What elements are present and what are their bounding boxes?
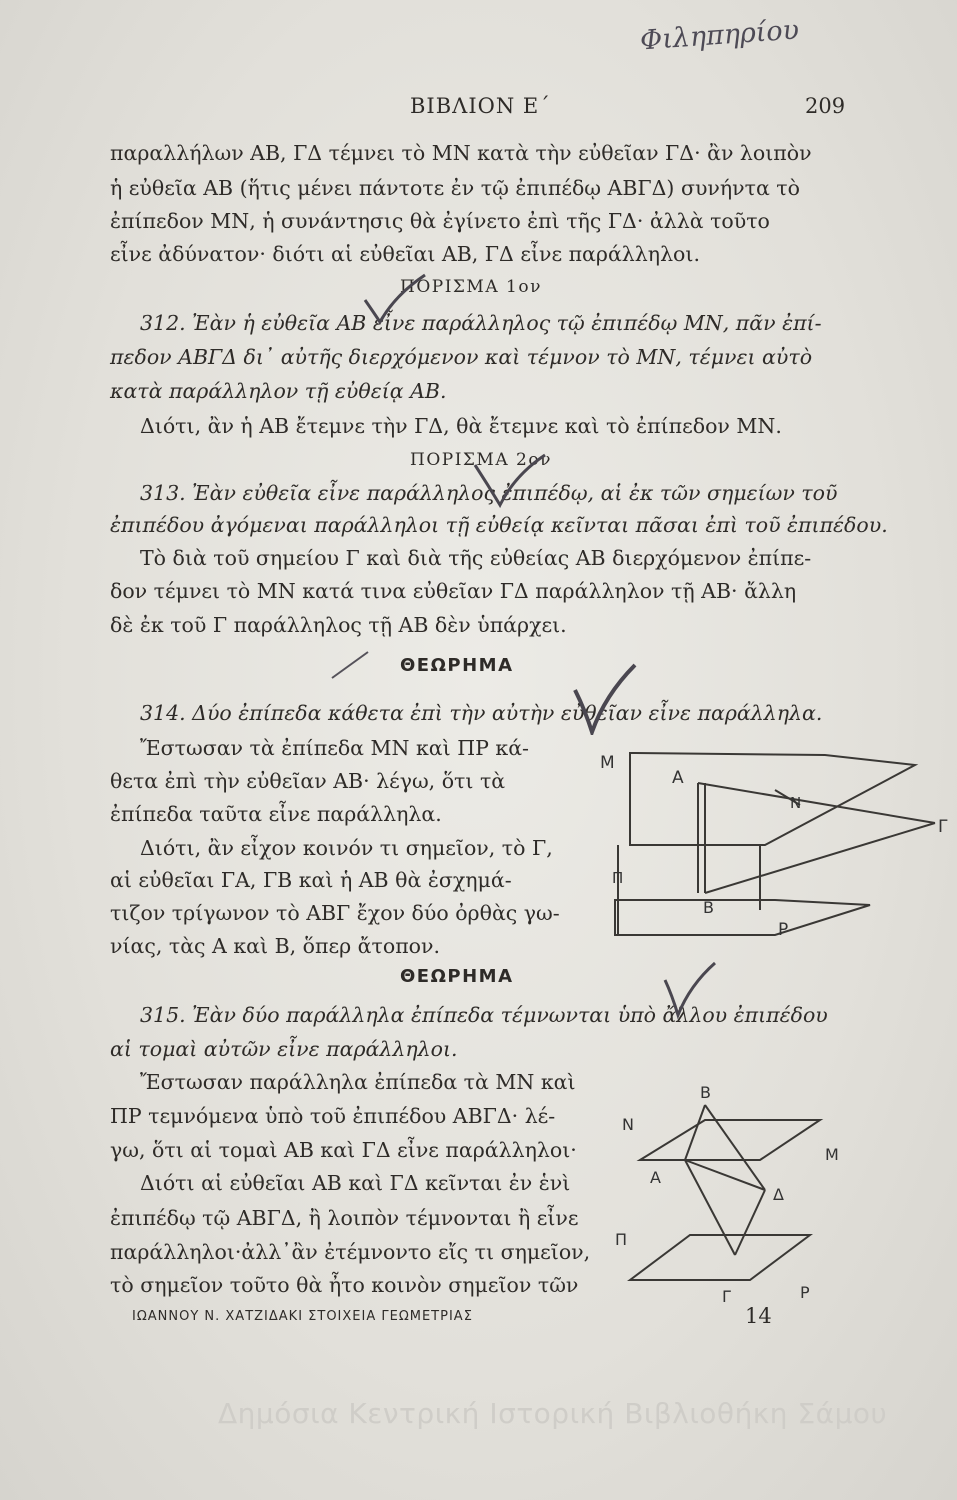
text-line: τὸ σημεῖον τοῦτο θὰ ἦτο κοινὸν σημεῖον τῶν bbox=[110, 1273, 579, 1297]
text-line: τιζον τρίγωνον τὸ ΑΒΓ ἔχον δύο ὀρθὰς γω- bbox=[110, 901, 560, 925]
text-line: παραλλήλων ΑΒ, ΓΔ τέμνει τὸ ΜΝ κατὰ τὴν εὐθεῖαν ΓΔ· ἂν λοιπὸν bbox=[110, 141, 812, 165]
text-line: γω, ὅτι αἱ τομαὶ ΑΒ καὶ ΓΔ εἶνε παράλληλοι· bbox=[110, 1138, 577, 1162]
text-line: Ἔστωσαν παράλληλα ἐπίπεδα τὰ ΜΝ καὶ bbox=[140, 1070, 576, 1094]
figure1-label-M: M bbox=[600, 753, 615, 773]
corollary-heading-2: ΠΟΡΙΣΜΑ 2ον bbox=[410, 450, 552, 470]
text-line: δὲ ἐκ τοῦ Γ παράλληλος τῇ ΑΒ δὲν ὑπάρχει. bbox=[110, 613, 567, 637]
corollary-heading-1: ΠΟΡΙΣΜΑ 1ον bbox=[400, 277, 542, 297]
text-line: εἶνε ἀδύνατον· διότι αἱ εὐθεῖαι ΑΒ, ΓΔ εἶνε παράλληλοι. bbox=[110, 242, 700, 266]
text-line: πεδον ΑΒΓΔ δι᾽ αὐτῆς διερχόμενον καὶ τέμνον τὸ ΜΝ, τέμνει αὐτὸ bbox=[110, 345, 813, 369]
text-line: 312. Ἐὰν ἡ εὐθεῖα ΑΒ εἶνε παράλληλος τῷ ἐπιπέδῳ ΜΝ, πᾶν ἐπί- bbox=[140, 311, 822, 335]
figure-parallel-planes-intersected bbox=[610, 1080, 850, 1305]
figure2-label-R: P bbox=[800, 1283, 810, 1302]
figure2-label-N: N bbox=[622, 1115, 634, 1134]
text-line: Διότι, ἂν εἶχον κοινόν τι σημεῖον, τὸ Γ, bbox=[140, 836, 553, 860]
figure-parallel-planes-perpendicular bbox=[600, 735, 955, 950]
figure1-label-A: A bbox=[672, 768, 684, 788]
text-line: παράλληλοι·ἀλλ᾽ἂν ἐτέμνοντο εἴς τι σημεῖον, bbox=[110, 1240, 591, 1264]
text-line: αἱ τομαὶ αὐτῶν εἶνε παράλληλοι. bbox=[110, 1037, 458, 1061]
figure1-label-N: N bbox=[790, 794, 802, 812]
figure1-label-G: Γ bbox=[938, 817, 948, 837]
page-number: 209 bbox=[805, 94, 846, 118]
figure2-label-B: B bbox=[700, 1083, 711, 1102]
figure2-label-A: A bbox=[650, 1168, 661, 1187]
figure2-label-P: Π bbox=[615, 1230, 628, 1249]
text-line: ἐπιπέδου ἀγόμεναι παράλληλοι τῇ εὐθείᾳ κεῖνται πᾶσαι ἐπὶ τοῦ ἐπιπέδου. bbox=[110, 513, 888, 537]
text-line: ἐπιπέδῳ τῷ ΑΒΓΔ, ἢ λοιπὸν τέμνονται ἢ εἶνε bbox=[110, 1206, 579, 1230]
text-line: δον τέμνει τὸ ΜΝ κατά τινα εὐθεῖαν ΓΔ παράλληλον τῇ ΑΒ· ἄλλη bbox=[110, 579, 797, 603]
text-line: αἱ εὐθεῖαι ΓΑ, ΓΒ καὶ ἡ ΑΒ θὰ ἐσχημά- bbox=[110, 868, 512, 892]
text-line: ΠΡ τεμνόμενα ὑπὸ τοῦ ἐπιπέδου ΑΒΓΔ· λέ- bbox=[110, 1104, 556, 1128]
figure1-label-B: B bbox=[703, 898, 714, 917]
footer-signature: ΙΩΑΝΝΟΥ Ν. ΧΑΤΖΙΔΑΚΙ ΣΤΟΙΧΕΙΑ ΓΕΩΜΕΤΡΙΑΣ bbox=[132, 1309, 473, 1324]
text-line: ἐπίπεδον ΜΝ, ἡ συνάντησις θὰ ἐγίνετο ἐπὶ τῆς ΓΔ· ἀλλὰ τοῦτο bbox=[110, 209, 770, 233]
text-line: νίας, τὰς Α καὶ Β, ὅπερ ἄτοπον. bbox=[110, 934, 440, 958]
text-line: 314. Δύο ἐπίπεδα κάθετα ἐπὶ τὴν αὐτὴν εὐθεῖαν εἶνε παράλληλα. bbox=[140, 701, 823, 725]
library-stamp: Φιληπηρίου bbox=[639, 14, 800, 57]
text-line: Διότι αἱ εὐθεῖαι ΑΒ καὶ ΓΔ κεῖνται ἐν ἑνὶ bbox=[140, 1171, 571, 1195]
text-line: ἡ εὐθεῖα ΑΒ (ἥτις μένει πάντοτε ἐν τῷ ἐπιπέδῳ ΑΒΓΔ) συνήντα τὸ bbox=[110, 176, 800, 200]
text-line: 313. Ἐὰν εὐθεῖα εἶνε παράλληλος ἐπιπέδῳ, αἱ ἐκ τῶν σημείων τοῦ bbox=[140, 481, 838, 505]
sheet-number: 14 bbox=[745, 1304, 772, 1328]
text-line: Τὸ διὰ τοῦ σημείου Γ καὶ διὰ τῆς εὐθείας ΑΒ διερχόμενον ἐπίπε- bbox=[140, 546, 812, 570]
figure1-label-P: Π bbox=[612, 869, 624, 887]
text-line: θετα ἐπὶ τὴν εὐθεῖαν ΑΒ· λέγω, ὅτι τὰ bbox=[110, 769, 506, 793]
figure2-label-G: Γ bbox=[722, 1287, 731, 1305]
figure2-label-D: Δ bbox=[773, 1185, 784, 1204]
text-line: Ἔστωσαν τὰ ἐπίπεδα ΜΝ καὶ ΠΡ κά- bbox=[140, 736, 529, 760]
pencil-stroke bbox=[330, 650, 370, 680]
text-line: ἐπίπεδα ταῦτα εἶνε παράλληλα. bbox=[110, 802, 442, 826]
text-line: Διότι, ἂν ἡ ΑΒ ἔτεμνε τὴν ΓΔ, θὰ ἔτεμνε καὶ τὸ ἐπίπεδον ΜΝ. bbox=[140, 414, 782, 438]
library-watermark: Δημόσια Κεντρική Ιστορική Βιβλιοθήκη Σάμου bbox=[218, 1397, 888, 1430]
theorem-heading-2: ΘΕΩΡΗΜΑ bbox=[400, 966, 514, 987]
text-line: 315. Ἐὰν δύο παράλληλα ἐπίπεδα τέμνωνται ὑπὸ ἄλλου ἐπιπέδου bbox=[140, 1003, 828, 1027]
theorem-heading-1: ΘΕΩΡΗΜΑ bbox=[400, 655, 514, 676]
text-line: κατὰ παράλληλον τῇ εὐθείᾳ ΑΒ. bbox=[110, 379, 447, 403]
running-header: ΒΙΒΛΙΟΝ Ε΄ bbox=[410, 94, 551, 118]
figure1-label-R: P bbox=[778, 920, 789, 940]
figure2-label-M: M bbox=[825, 1145, 839, 1164]
